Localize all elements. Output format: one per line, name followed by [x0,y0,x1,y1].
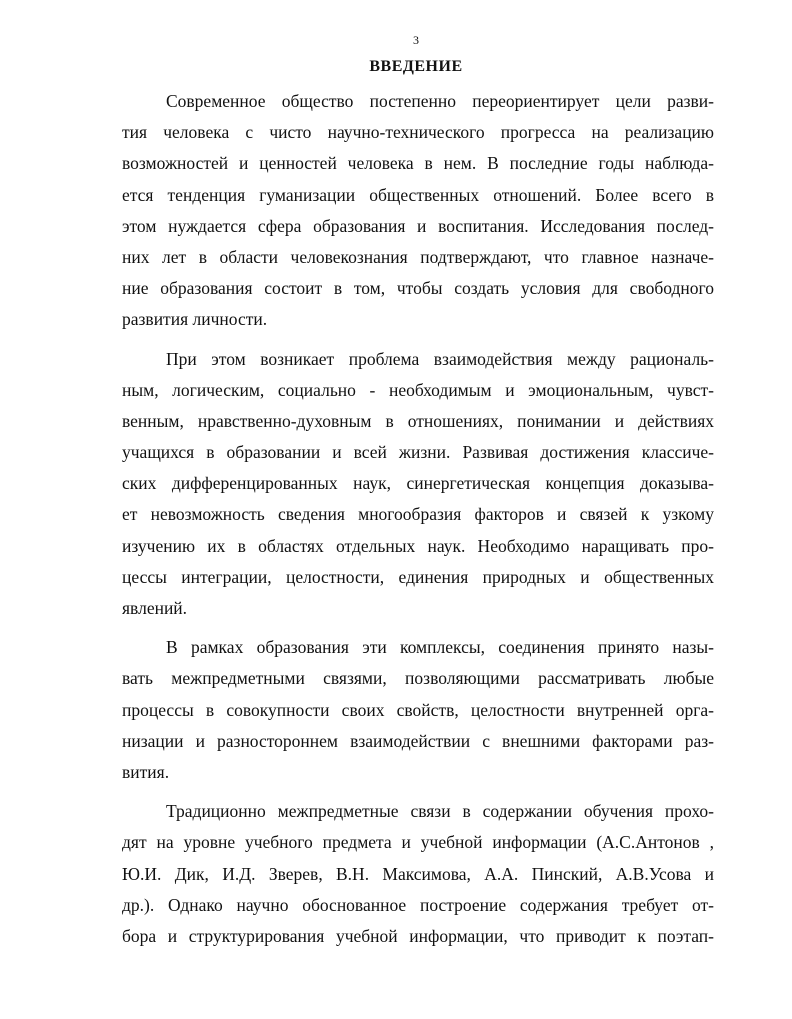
text-line: бора и структурирования учебной информации, что приводит к поэтап- [122,925,714,946]
body-text [122,86,714,952]
paragraph-4 [122,796,714,952]
paragraph-1 [122,86,714,336]
text-line: венным, нравственно-духовным в отношениях, понимании и действиях [122,410,714,431]
text-line: ет невозможность сведения многообразия факторов и связей к узкому [122,504,714,525]
text-line: При этом возникает проблема взаимодействия между рациональ- [166,348,714,369]
text-line: низации и разностороннем взаимодействии с внешними факторами раз- [122,730,714,751]
text-line: Традиционно межпредметные связи в содержании обучения прохо- [166,801,714,822]
text-line: учащихся в образовании и всей жизни. Развивая достижения классиче- [122,442,714,463]
text-line: тия человека с чисто научно-технического прогресса на реализацию [122,122,714,143]
text-line: цессы интеграции, целостности, единения природных и общественных [122,566,714,587]
text-line: развития личности. [122,309,268,330]
page-number: 3 [413,33,419,47]
text-line: вития. [122,761,170,782]
text-line: В рамках образования эти комплексы, соединения принято назы- [166,637,714,658]
text-line: ным, логическим, социально - необходимым и эмоциональным, чувст- [122,379,714,400]
text-line: дят на уровне учебного предмета и учебной информации (А.С.Антонов , [122,832,714,853]
text-line: возможностей и ценностей человека в нем. В последние годы наблюда- [122,153,714,174]
text-line: Современное общество постепенно переориентирует цели разви- [166,91,714,111]
text-line: процессы в совокупности своих свойств, целостности внутренней орга- [122,699,714,720]
paragraph-3 [122,632,714,788]
text-line: ских дифференцированных наук, синергетическая концепция доказыва- [122,473,714,494]
text-line: этом нуждается сфера образования и воспитания. Исследования послед- [122,215,714,236]
section-heading: ВВЕДЕНИЕ [369,58,463,75]
text-line: ние образования состоит в том, чтобы создать условия для свободного [122,278,714,299]
paragraph-2 [122,344,714,625]
text-line: вать межпредметными связями, позволяющими рассматривать любые [122,668,714,689]
text-line: изучению их в областях отдельных наук. Необходимо наращивать про- [122,535,714,556]
text-line: Ю.И. Дик, И.Д. Зверев, В.Н. Максимова, А.А. Пинский, А.В.Усова и [122,863,714,884]
text-line: др.). Однако научно обоснованное построение содержания требует от- [122,894,714,915]
text-line: ется тенденция гуманизации общественных отношений. Более всего в [122,184,714,205]
text-line: них лет в области человекознания подтверждают, что главное назначе- [122,246,714,267]
text-line: явлений. [122,598,188,618]
